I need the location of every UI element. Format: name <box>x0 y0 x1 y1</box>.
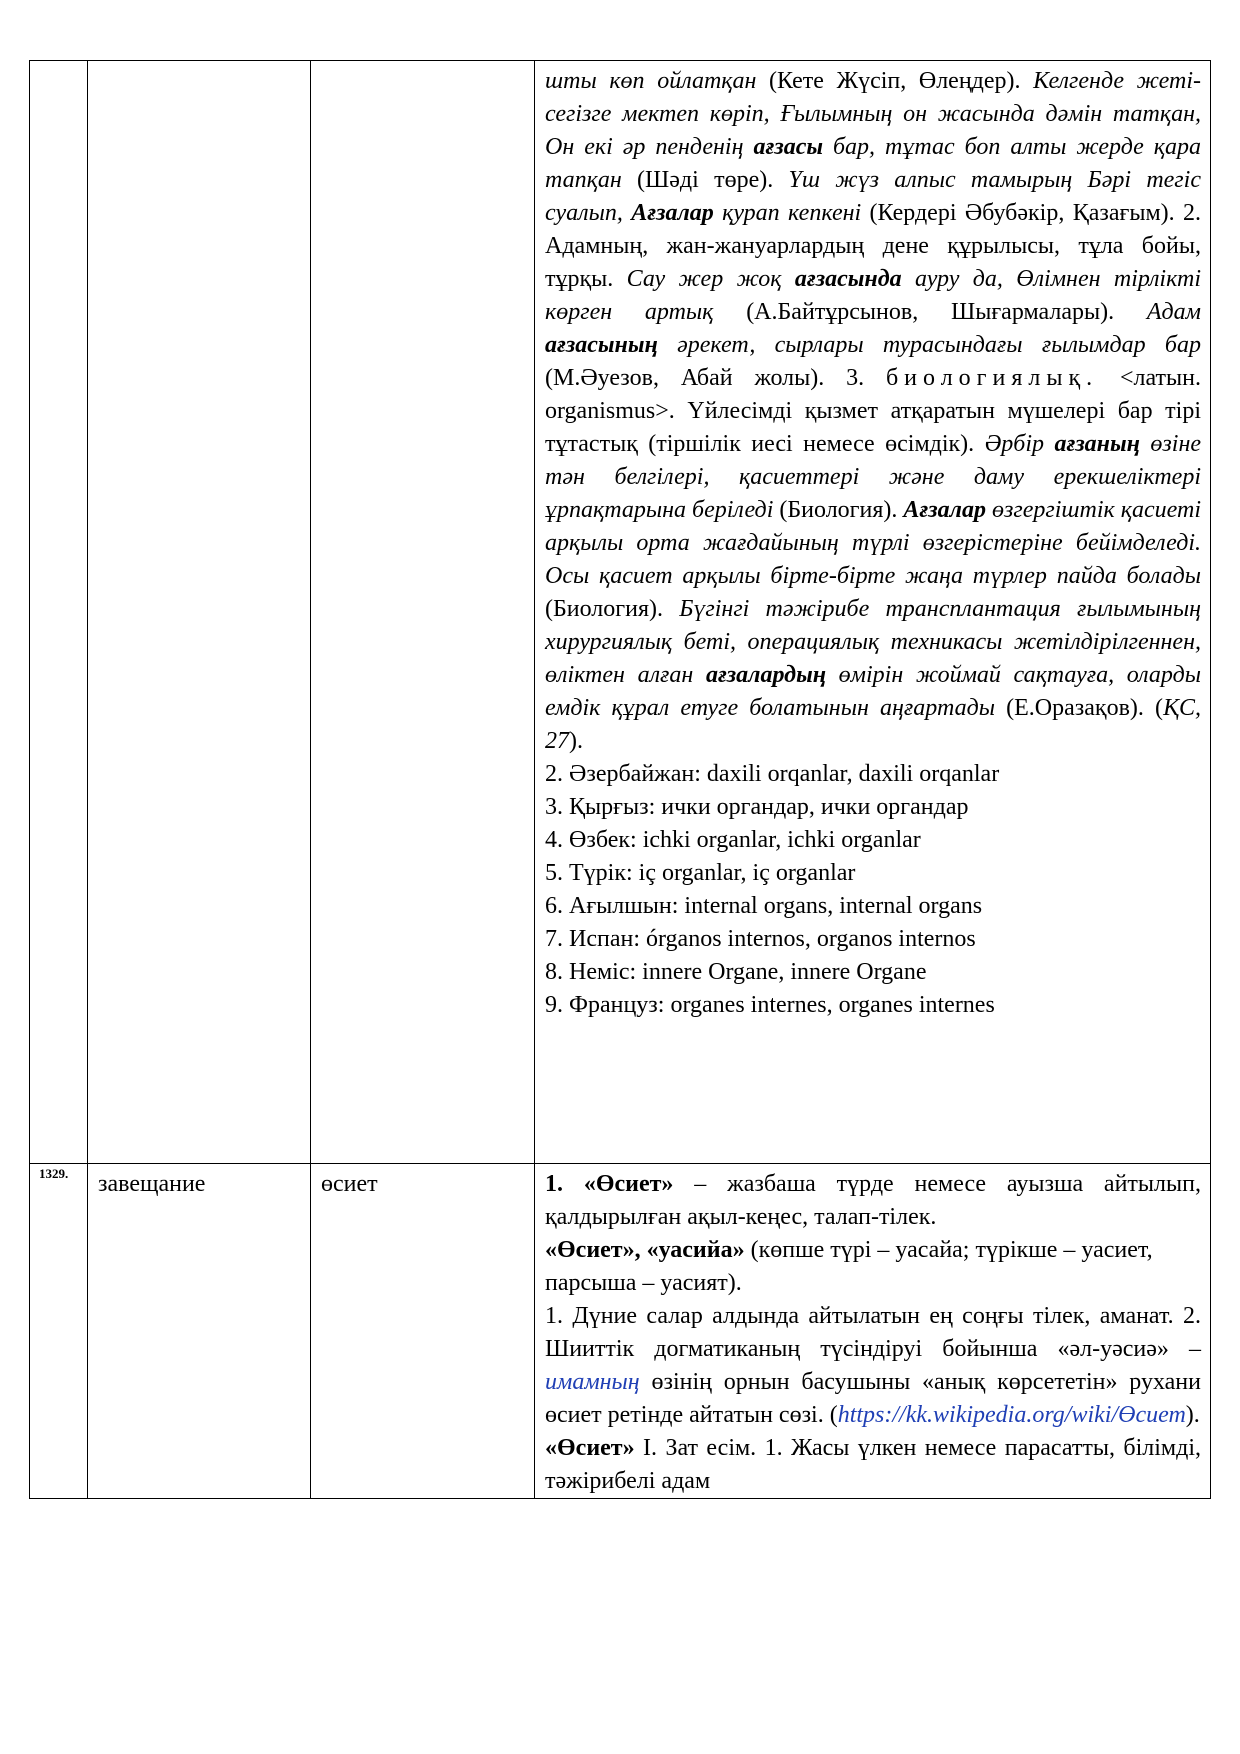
text-run: әрекет, сырлары турасындағы ғылымдар бар <box>657 332 1201 358</box>
text-run: Ағзалар <box>903 497 986 523</box>
text-run: ауру да, Өлімнен тірлікті көрген артық <box>545 266 1202 325</box>
text-run: – жазбаша түрде немесе ауызша айтылып, қалдырылған ақыл-кеңес, талап-тілек. <box>545 1171 1201 1230</box>
text-run: (Биология). <box>773 497 904 523</box>
text-run: «Өсиет» <box>545 1435 635 1461</box>
text-run: өмірін жоймай сақтауға, оларды емдік құрал етуге болатынын аңғартады <box>545 662 1201 721</box>
translation-line: 8. Неміс: innere Organe, innere Organe <box>545 959 927 985</box>
text-run: ҚС, 27 <box>545 695 1202 754</box>
text-run: ағзасы <box>753 134 823 160</box>
text-run: Үш жүз алпыс тамырың Бәрі тегіс суалып, <box>545 167 1201 226</box>
definition-paragraph <box>545 1234 1201 1300</box>
text-run: биологиялық. <box>885 365 1099 391</box>
text-run: (М.Әуезов, Абай жолы). 3. <box>545 365 886 391</box>
text-run: Ағзалар <box>631 200 714 226</box>
text-run: шты көп ойлатқан <box>545 68 757 94</box>
text-run: (Кердері Әбубәкір, Қазағым). 2. Адамның, жан-жануарлардың дене құрылысы, тұла бойы, тұрқы. <box>545 200 1202 292</box>
text-run: ағзасының <box>545 332 658 358</box>
table-row <box>30 1164 1211 1499</box>
definition-paragraph <box>545 1168 1201 1234</box>
definition-paragraph <box>545 1432 1201 1498</box>
text-run: I. Зат есім. 1. Жасы үлкен немесе парасатты, білімді, тәжірибелі адам <box>545 1435 1201 1494</box>
text-run: Әрбір <box>984 431 1055 457</box>
hyperlink[interactable]: имамның <box>545 1369 640 1395</box>
text-run: <латын. organismus>. Үйлесімді қызмет атқаратын мүшелері бар тірі тұтастық (тіршілік иесі немесе өсімдік). <box>545 365 1202 457</box>
text-run: (Биология). <box>545 596 680 622</box>
text-run: 1. Дүние салар алдында айтылатын ең соңғы тілек, аманат. 2. Шииттік догматиканың түсіндіруі бойынша «әл-уәсиә» – <box>545 1303 1201 1362</box>
text-run: Сау жер жоқ <box>626 266 795 292</box>
text-run: Адам <box>1146 299 1201 325</box>
text-run: қурап кепкені <box>713 200 862 226</box>
text-run: 1. «Өсиет» <box>545 1171 674 1197</box>
text-run: Бүгінгі тәжірибе трансплантация ғылымының хирургиялық беті, операциялық техникасы жетілдірілгеннен, өліктен алған <box>545 596 1201 688</box>
text-run: (көпше түрі – уасайа; түрікше – уасиет, парсыша – уасият). <box>545 1237 1153 1296</box>
text-run: (Е.Оразақов). ( <box>995 695 1164 721</box>
text-run: ағзалардың <box>705 662 827 688</box>
text-run: (Кете Жүсіп, Өлеңдер). <box>756 68 1034 94</box>
text-run: (А.Байтұрсынов, Шығармалары). <box>713 299 1147 325</box>
text-run: (Шәді төре). <box>621 167 789 193</box>
dictionary-table <box>29 60 1211 1499</box>
text-run: ағзасында <box>794 266 902 292</box>
translation-line: 4. Өзбек: ichki organlar, ichki organlar <box>545 827 921 853</box>
russian-term: завещание <box>88 1164 311 1499</box>
translation-line: 6. Ағылшын: internal organs, internal organs <box>545 893 983 919</box>
text-run: Келгенде жеті-сегізге мектеп көріп, Ғылымның он жасында дәмін татқан, Он екі әр пенденің <box>545 68 1201 160</box>
text-run: ағзаның <box>1054 431 1140 457</box>
entry-number-cell <box>30 61 88 1164</box>
hyperlink[interactable]: https://kk.wikipedia.org/wiki/Өсиет <box>837 1402 1186 1428</box>
definition-paragraph[interactable] <box>545 1300 1201 1432</box>
kazakh-term-cell <box>311 61 535 1164</box>
definition-cell <box>535 61 1211 1164</box>
translation-line: 2. Әзербайжан: daxili orqanlar, daxili orqanlar <box>545 761 1000 787</box>
definition-text <box>545 65 1201 758</box>
translations-list <box>545 758 1201 1022</box>
translation-line: 3. Қырғыз: ички органдар, ички органдар <box>545 794 969 820</box>
translation-line: 9. Француз: organes internes, organes internes <box>545 992 995 1018</box>
definition-cell <box>535 1164 1211 1499</box>
text-run: өзінің орнын басушыны «анық көрсететін» рухани өсиет ретінде айтатын сөзі. ( <box>545 1369 1201 1428</box>
text-run: өзіне тән белгілері, қасиеттері және даму ерекшеліктері ұрпақтарына беріледі <box>545 431 1202 523</box>
text-run: өзгергіштік қасиеті арқылы орта жағдайының түрлі өзгерістеріне бейімделеді. Осы қасиет арқылы бірте-бірте жаңа түрлер пайда болады <box>545 497 1201 589</box>
translation-line: 7. Испан: órganos internos, organos internos <box>545 926 976 952</box>
translation-line: 5. Түрік: iç organlar, iç organlar <box>545 860 856 886</box>
text-run: ). <box>1185 1402 1200 1428</box>
table-row <box>30 61 1211 1164</box>
entry-number: 1329. <box>30 1164 88 1499</box>
kazakh-term: өсиет <box>311 1164 535 1499</box>
text-run: «Өсиет», «уасийа» <box>545 1237 745 1263</box>
text-run: ). <box>569 728 583 754</box>
text-run: бар, тұтас боп алты жерде қара тапқан <box>545 134 1201 193</box>
russian-term-cell <box>88 61 311 1164</box>
